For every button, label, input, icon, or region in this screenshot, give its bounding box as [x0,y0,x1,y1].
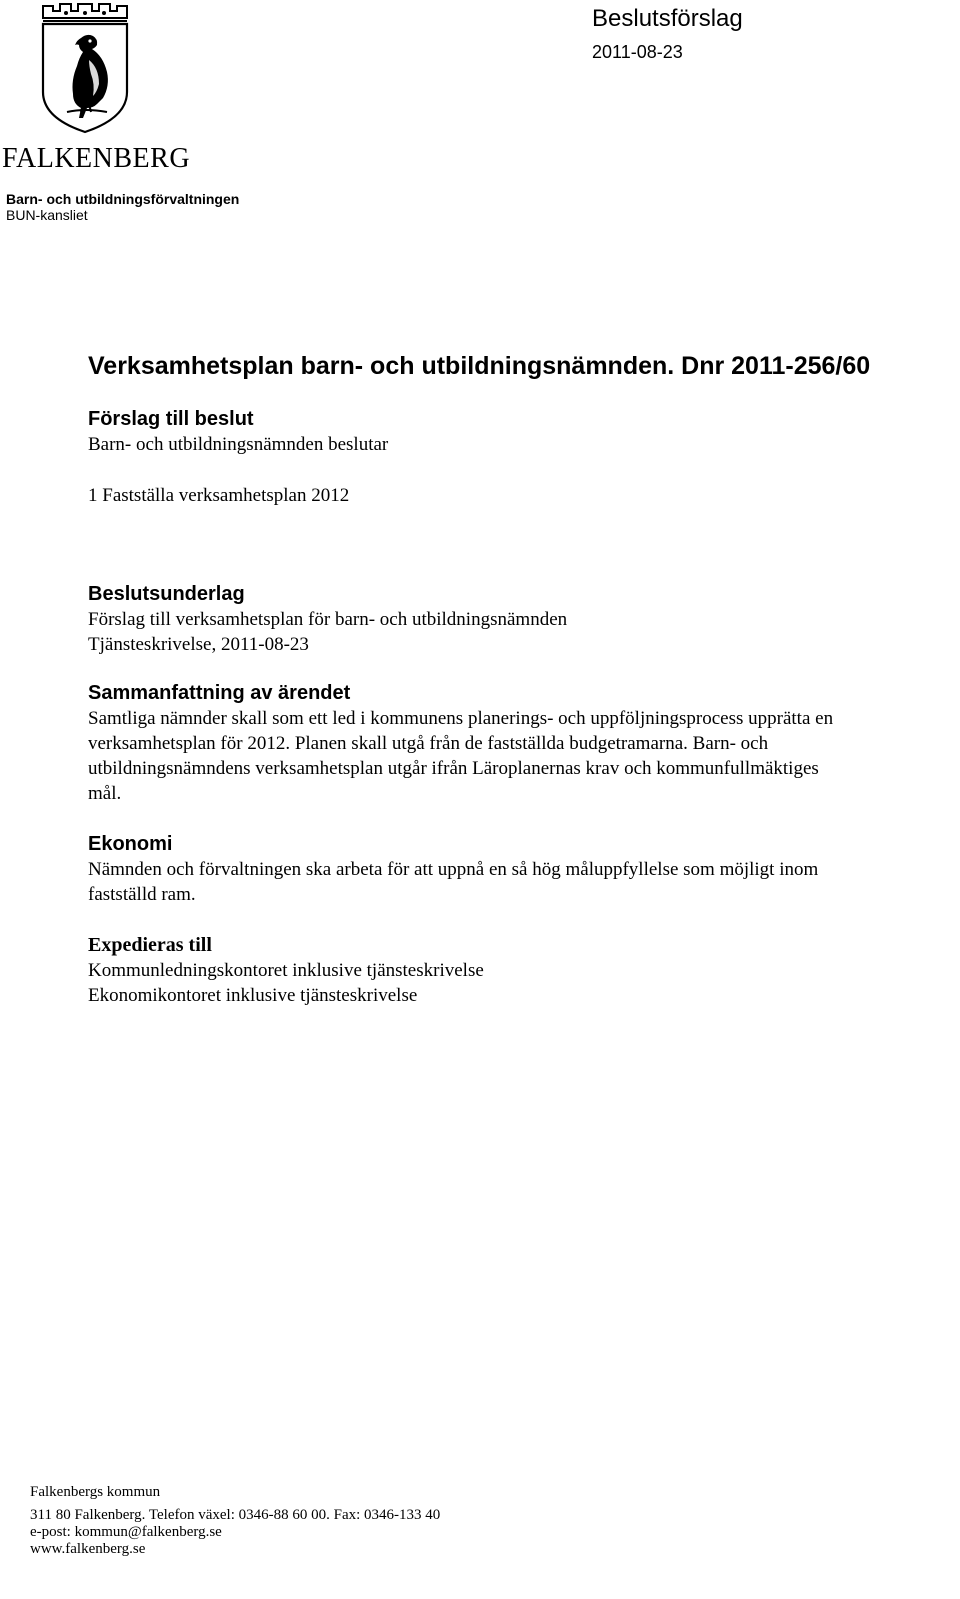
summary-line: Samtliga nämnder skall som ett led i kommunens planerings- och uppföljningsprocess upprätta en [88,708,834,729]
summary-line: utbildningsnämndens verksamhetsplan utgår ifrån Läroplanernas krav och kommunfullmäktiges [88,758,819,779]
summary-section [88,680,948,806]
proposal-section [88,406,948,457]
dispatch-line: Ekonomikontoret inklusive tjänsteskrivelse [88,985,418,1006]
footer-address: 311 80 Falkenberg. Telefon växel: 0346-88 60 00. Fax: 0346-133 40 [30,1507,441,1523]
page-title: Verksamhetsplan barn- och utbildningsnämnden. Dnr 2011-256/60 [88,352,871,380]
economy-heading: Ekonomi [88,833,173,855]
organization-logo-text: FALKENBERG [2,143,191,174]
proposal-item-block [88,483,948,508]
economy-section [88,831,948,907]
proposal-heading: Förslag till beslut [88,408,254,430]
summary-heading: Sammanfattning av ärendet [88,682,351,704]
falcon-coat-of-arms-icon [37,0,133,135]
footer-org: Falkenbergs kommun [30,1484,161,1500]
document-date: 2011-08-23 [592,42,683,62]
economy-line: Nämnden och förvaltningen ska arbeta för att uppnå en så hög måluppfyllelse som möjligt inom [88,859,819,880]
footer-web: www.falkenberg.se [30,1541,146,1557]
dispatch-section [88,932,948,1008]
footer-email: e-post: kommun@falkenberg.se [30,1524,222,1540]
department-name: Barn- och utbildningsförvaltningen [6,191,240,207]
dispatch-line: Kommunledningskontoret inklusive tjänsteskrivelse [88,960,484,981]
summary-line: verksamhetsplan för 2012. Planen skall utgå från de fastställda budgetramarna. Barn- och [88,733,769,754]
department-unit: BUN-kansliet [6,207,88,223]
basis-line: Tjänsteskrivelse, 2011-08-23 [88,634,309,655]
summary-line: mål. [88,783,122,804]
proposal-intro: Barn- och utbildningsnämnden beslutar [88,434,389,455]
footer [30,1484,440,1558]
document-type: Beslutsförslag [592,5,743,32]
dispatch-heading: Expedieras till [88,934,212,956]
basis-section [88,581,948,657]
proposal-item: 1 Fastställa verksamhetsplan 2012 [88,485,350,506]
basis-line: Förslag till verksamhetsplan för barn- och utbildningsnämnden [88,609,568,630]
economy-line: fastställd ram. [88,884,196,905]
basis-heading: Beslutsunderlag [88,583,245,605]
